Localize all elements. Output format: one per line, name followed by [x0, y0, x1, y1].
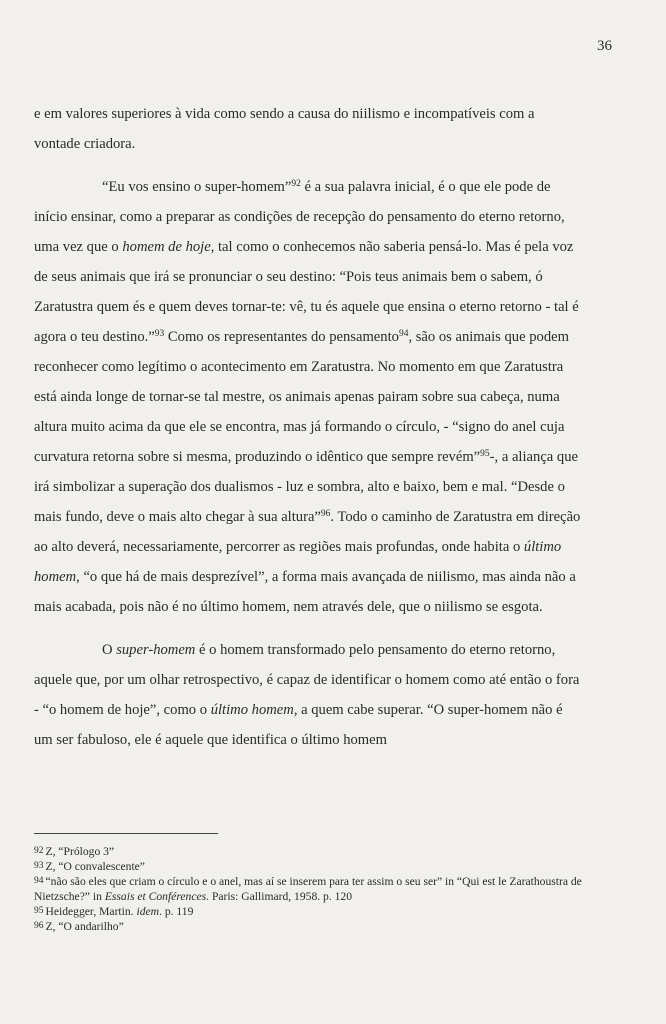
footnote-reference: 94 — [398, 329, 409, 339]
italic-text: idem — [136, 905, 160, 918]
footnote-reference: 93 — [154, 329, 165, 339]
italic-text: homem de hoje — [122, 239, 211, 255]
footnote — [34, 859, 594, 874]
footnote-number: 95 — [34, 906, 44, 916]
text-run: Heidegger, Martin. — [45, 905, 137, 918]
text-run: “não são eles que criam o círculo e o anel, mas aí se inserem para ter assim o seu ser” in “Qui est le Zarathoustra de Nietzsche?” in — [34, 875, 582, 903]
text-run: e em valores superiores à vida como sendo a causa do niilismo e incompatíveis com a vontade criadora. — [34, 106, 535, 152]
text-run: “Eu vos ensino o super-homem” — [102, 179, 292, 195]
page-number: 36 — [597, 38, 612, 54]
footnotes — [34, 844, 594, 934]
footnote — [34, 919, 594, 934]
text-run: Como os representantes do pensamento — [164, 329, 399, 345]
italic-text: último homem — [210, 702, 294, 718]
text-run: . Paris: Gallimard, 1958. p. 120 — [206, 890, 353, 903]
body-text — [34, 99, 582, 755]
footnote-number: 96 — [34, 921, 44, 931]
text-run: Z, “O andarilho” — [45, 920, 124, 933]
footnote-number: 94 — [34, 876, 44, 886]
text-run: Z, “O convalescente” — [45, 860, 145, 873]
paragraph-1 — [34, 99, 582, 159]
footnote-number: 92 — [34, 846, 44, 856]
text-run: é o homem transformado pelo pensamento do eterno retorno, aquele que, por um olhar retrospectivo, é capaz de identificar o homem como até então o fora - “o homem de hoje”, como o — [34, 642, 580, 718]
text-run: é a sua palavra inicial, é o que ele pode de início ensinar, como a preparar as condições de recepção do pensamento do eterno retorno, uma vez que o — [34, 179, 565, 255]
text-run: , tal como o conhecemos não saberia pensá-lo. Mas é pela voz de seus animais que irá se pronunciar o seu destino: “Pois teus animais bem o sabem, ó Zaratustra quem és e quem deves tornar-te: vê, tu és aquele que ensina o eterno retorno - tal é agora o teu destino.” — [34, 239, 579, 345]
italic-text: Essais et Conférences — [104, 890, 207, 903]
footnote-divider — [34, 833, 218, 834]
text-run: . p. 119 — [159, 905, 194, 918]
text-run: O — [102, 642, 117, 658]
footnote — [34, 844, 594, 859]
footnote-number: 93 — [34, 861, 44, 871]
paragraph-3 — [34, 635, 582, 755]
text-run: . Todo o caminho de Zaratustra em direção ao alto deverá, necessariamente, percorrer as regiões mais profundas, onde habita o — [34, 509, 581, 555]
text-run: -, a aliança que irá simbolizar a superação dos dualismos - luz e sombra, alto e baixo, bem e mal. “Desde o mais fundo, deve o mais alto chegar à sua altura” — [34, 449, 578, 525]
text-run: , são os animais que podem reconhecer como legítimo o acontecimento em Zaratustra. No momento em que Zaratustra está ainda longe de tornar-se tal mestre, os animais apenas pairam sobre sua cabeça, numa altura muito acima da que ele se encontra, mas já formando o círculo, - “signo do anel cuja curvatura retorna sobre si mesma, produzindo o idêntico que sempre revém” — [34, 329, 569, 465]
text-run: , a quem cabe superar. “O super-homem não é um ser fabuloso, ele é aquele que identifica o último homem — [34, 702, 563, 748]
footnote — [34, 874, 594, 904]
footnote — [34, 904, 594, 919]
footnote-reference: 96 — [320, 509, 331, 519]
text-run: , “o que há de mais desprezível”, a forma mais avançada de niilismo, mas ainda não a mais acabada, pois não é no último homem, nem através dele, que o niilismo se esgota. — [34, 569, 576, 615]
text-run: Z, “Prólogo 3” — [45, 845, 115, 858]
footnote-reference: 95 — [480, 449, 490, 459]
italic-text: super-homem — [116, 642, 196, 658]
paragraph-2 — [34, 172, 582, 622]
italic-text: último homem — [34, 539, 562, 585]
footnote-reference: 92 — [291, 179, 301, 189]
